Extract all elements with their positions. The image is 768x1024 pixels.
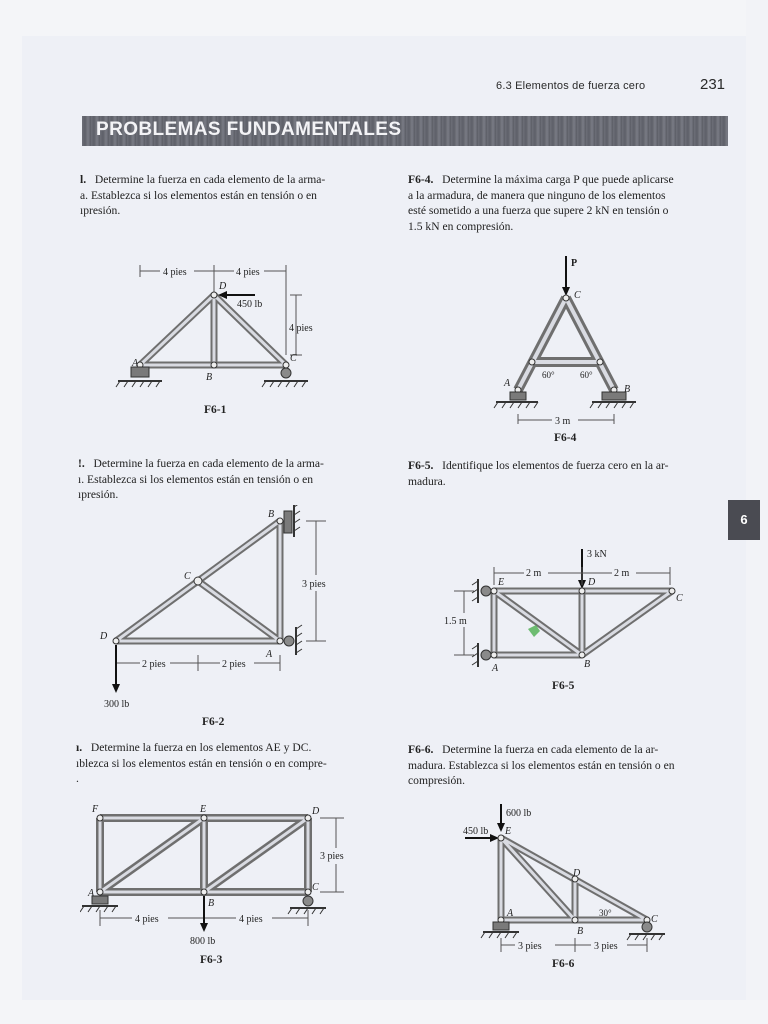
joint-label-c: C bbox=[184, 571, 191, 582]
problem-text-line: a. Establezca si los elementos están en tensión o en bbox=[80, 188, 317, 202]
joint-label-c: C bbox=[290, 353, 297, 364]
joint-label-a: A bbox=[266, 649, 273, 660]
figure-f6-6 bbox=[455, 800, 675, 960]
joint-label-c: C bbox=[574, 290, 581, 301]
problem-f6-2 bbox=[78, 456, 378, 503]
truss-members bbox=[100, 818, 308, 892]
page-margin-left bbox=[0, 0, 22, 1024]
figure-f6-2 bbox=[90, 505, 340, 715]
figure-caption: F6-3 bbox=[200, 954, 223, 966]
load-label: 450 lb bbox=[237, 299, 263, 310]
joint-label-c: C bbox=[676, 593, 683, 604]
dimension-label: 3 pies bbox=[594, 941, 618, 952]
load-label: P bbox=[571, 258, 578, 269]
angle-label: 30° bbox=[599, 908, 612, 918]
problem-text: Determine la fuerza en cada elemento de la arma- bbox=[93, 457, 324, 470]
problem-f6-3 bbox=[76, 740, 386, 787]
arrow-left-icon bbox=[218, 291, 255, 299]
load-label: 600 lb bbox=[506, 808, 532, 819]
pin-support-icon bbox=[80, 896, 118, 912]
joint-label-e: E bbox=[200, 804, 207, 815]
roller-support-icon bbox=[262, 368, 308, 387]
problem-number: F6-6. bbox=[408, 743, 434, 756]
truss-members bbox=[494, 591, 672, 655]
joint-label-c: C bbox=[651, 914, 658, 925]
dimension-label: 4 pies bbox=[236, 267, 260, 278]
joint-label-b: B bbox=[208, 898, 215, 909]
problem-text: Determine la fuerza en los elementos AE y DC. bbox=[90, 741, 312, 754]
problem-text: Determine la máxima carga P que puede aplicarse bbox=[442, 173, 674, 186]
angle-label: 60° bbox=[580, 370, 593, 380]
section-banner bbox=[82, 116, 728, 146]
pin-support-icon bbox=[284, 505, 300, 537]
figure-caption: F6-4 bbox=[554, 432, 577, 444]
problem-text-line: madura. bbox=[408, 474, 446, 488]
dimension-label: 2 m bbox=[526, 568, 542, 579]
chapter-tab: 6 bbox=[728, 500, 760, 540]
truss-members bbox=[140, 295, 286, 365]
figure-f6-4 bbox=[490, 250, 640, 430]
roller-support-icon bbox=[288, 896, 326, 914]
roller-support-icon bbox=[284, 625, 302, 655]
joint-label-c: C bbox=[312, 882, 319, 893]
problem-number: l. bbox=[80, 173, 87, 186]
problem-text-line: ıpresión. bbox=[80, 204, 121, 218]
page-margin-bottom bbox=[0, 1000, 768, 1024]
pin-support-icon bbox=[116, 367, 162, 387]
section-title: 6.3 Elementos de fuerza cero bbox=[496, 80, 646, 92]
problem-text-line: ı. Establezca si los elementos están en tensión o en bbox=[78, 472, 314, 486]
figure-f6-3 bbox=[80, 800, 360, 950]
joint-label-a: A bbox=[132, 358, 139, 369]
dimension-label: 1.5 m bbox=[444, 616, 467, 627]
problem-text-line: 1.5 kN en compresión. bbox=[408, 219, 514, 233]
arrow-down-icon bbox=[200, 896, 208, 932]
pin-support-icon bbox=[472, 579, 491, 603]
dimension-label: 2 m bbox=[614, 568, 630, 579]
joint-label-b: B bbox=[624, 384, 631, 395]
truss-joints bbox=[515, 295, 617, 393]
joint-label-d: D bbox=[312, 806, 320, 817]
problem-text-line: ıblezca si los elementos están en tensión o en compre- bbox=[76, 756, 327, 770]
dimension-label: 4 pies bbox=[239, 914, 263, 925]
dimension-label: 3 pies bbox=[302, 579, 326, 590]
problem-text: Determine la fuerza en cada elemento de la ar- bbox=[442, 743, 659, 756]
arrow-down-icon bbox=[562, 256, 570, 296]
problem-text-line: a la armadura, de manera que ninguno de los elementos bbox=[408, 188, 666, 202]
joint-label-a: A bbox=[504, 378, 511, 389]
figure-caption: F6-2 bbox=[202, 716, 225, 728]
page-margin-top bbox=[0, 0, 768, 36]
load-label: 800 lb bbox=[190, 936, 216, 947]
figure-caption: F6-6 bbox=[552, 958, 575, 970]
joint-label-d: D bbox=[588, 577, 596, 588]
arrow-down-icon bbox=[112, 645, 120, 693]
joint-label-b: B bbox=[268, 509, 275, 520]
figure-f6-5 bbox=[440, 545, 690, 685]
load-label: 450 lb bbox=[463, 826, 489, 837]
joint-label-d: D bbox=[219, 281, 227, 292]
joint-label-d: D bbox=[573, 868, 581, 879]
dimension-label: 2 pies bbox=[222, 659, 246, 670]
problem-f6-1 bbox=[80, 172, 380, 219]
joint-label-b: B bbox=[206, 372, 213, 383]
problem-f6-4 bbox=[408, 172, 733, 234]
angle-label: 60° bbox=[542, 370, 555, 380]
figure-caption: F6-5 bbox=[552, 680, 575, 692]
problem-text-line: ıpresión. bbox=[78, 488, 119, 502]
joint-label-d: D bbox=[100, 631, 108, 642]
dimension-label: 4 pies bbox=[289, 323, 313, 334]
pin-support-icon bbox=[494, 392, 538, 408]
page-number: 231 bbox=[700, 76, 726, 93]
problem-number: F6-4. bbox=[408, 173, 434, 186]
roller-support-icon bbox=[472, 643, 491, 667]
truss-members bbox=[518, 298, 614, 390]
problem-text-line: compresión. bbox=[408, 774, 465, 788]
load-label: 300 lb bbox=[104, 699, 130, 710]
joint-label-e: E bbox=[505, 826, 512, 837]
joint-label-a: A bbox=[492, 663, 499, 674]
joint-label-b: B bbox=[577, 926, 584, 937]
dimension-label: 4 pies bbox=[135, 914, 159, 925]
problem-text-line: esté sometido a una fuerza que supere 2 kN en tensión o bbox=[408, 204, 669, 218]
problem-text-line: madura. Establezca si los elementos están en tensión o en bbox=[408, 758, 675, 772]
problem-text: Identifique los elementos de fuerza cero en la ar- bbox=[442, 459, 669, 472]
problem-f6-6 bbox=[408, 742, 733, 789]
pin-support-icon bbox=[481, 922, 519, 938]
joint-label-a: A bbox=[88, 888, 95, 899]
figure-f6-1 bbox=[100, 255, 330, 395]
problem-number: ı. bbox=[76, 741, 83, 754]
problem-number: !. bbox=[78, 457, 85, 470]
dimension-label: 3 m bbox=[555, 416, 571, 427]
joint-label-f: F bbox=[92, 804, 99, 815]
problem-text: Determine la fuerza en cada elemento de la arma- bbox=[94, 173, 326, 186]
dimension-label: 3 pies bbox=[518, 941, 542, 952]
figure-caption: F6-1 bbox=[204, 404, 227, 416]
running-head bbox=[490, 76, 730, 96]
dimension-label: 2 pies bbox=[142, 659, 166, 670]
dimension-label: 4 pies bbox=[163, 267, 187, 278]
joint-label-e: E bbox=[498, 577, 505, 588]
banner-title: PROBLEMAS FUNDAMENTALES bbox=[96, 119, 402, 140]
arrow-down-icon bbox=[497, 804, 505, 832]
load-label: 3 kN bbox=[587, 549, 607, 560]
joint-label-a: A bbox=[507, 908, 514, 919]
dimension-label: 3 pies bbox=[320, 851, 344, 862]
problem-number: F6-5. bbox=[408, 459, 434, 472]
roller-support-icon bbox=[627, 922, 665, 940]
problem-f6-5 bbox=[408, 458, 733, 489]
joint-label-b: B bbox=[584, 659, 591, 670]
problem-text-line: . bbox=[76, 772, 79, 786]
